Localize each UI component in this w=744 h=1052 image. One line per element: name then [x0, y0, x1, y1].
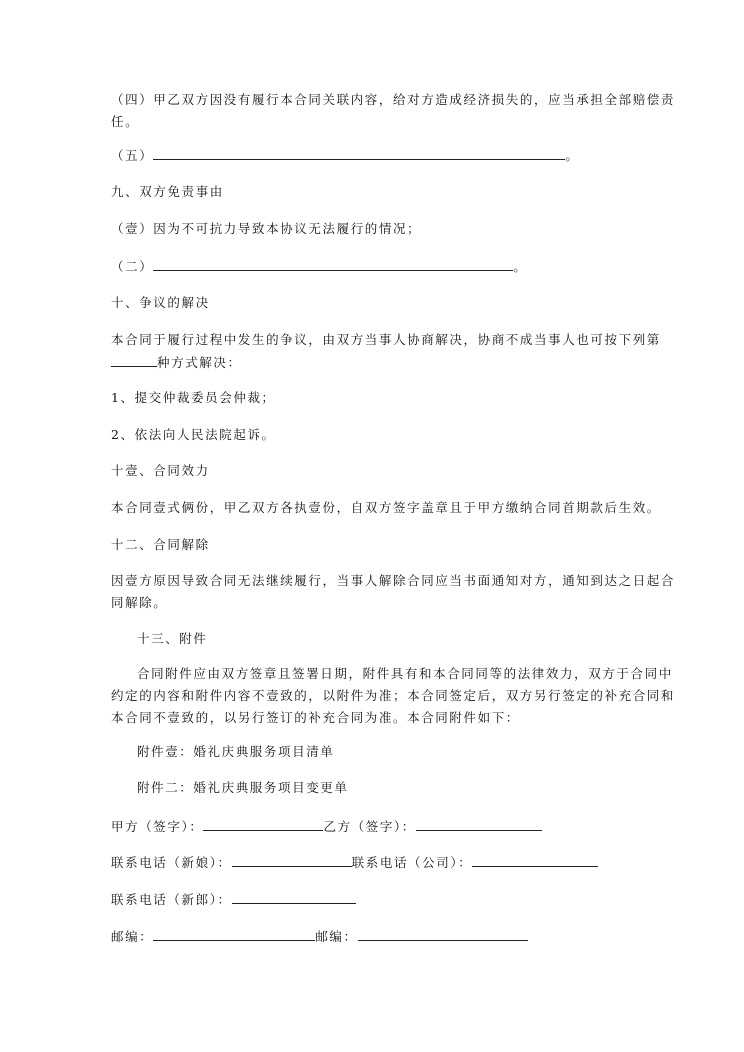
clause-10-line-1: 本合同于履行过程中发生的争议，由双方当事人协商解决，协商不成当事人也可按下列第: [111, 332, 661, 347]
party-a-signature-field[interactable]: [203, 818, 323, 831]
postcode-label-2: 邮编：: [315, 929, 358, 944]
party-b-signature-field[interactable]: [416, 818, 542, 831]
bride-phone-field[interactable]: [232, 854, 352, 867]
postcode-field-2[interactable]: [358, 928, 528, 941]
clause-13-line-3: 本合同不壹致的，以另行签订的补充合同为准。本合同附件如下：: [111, 710, 520, 725]
blank-line[interactable]: [111, 354, 157, 367]
clause-10-option-2: 2、依法向人民法院起诉。: [111, 427, 276, 442]
signature-row-parties: [111, 818, 542, 835]
clause-10-option-1: 1、提交仲裁委员会仲裁；: [111, 390, 276, 405]
clause-8-4-line-1: （四）甲乙双方因没有履行本合同关联内容，给对方造成经济损失的，应当承担全部赔偿责: [111, 92, 676, 107]
postcode-field-1[interactable]: [153, 928, 315, 941]
blank-line[interactable]: [153, 258, 513, 271]
clause-10-line-2: 种方式解决：: [111, 354, 242, 371]
attachment-1: 附件壹：婚礼庆典服务项目清单: [137, 744, 335, 759]
signature-row-phones: [111, 854, 598, 871]
postcode-label-1: 邮编：: [111, 929, 154, 944]
company-phone-label: 联系电话（公司）：: [351, 855, 473, 870]
section-9-title: 九、双方免责事由: [111, 184, 224, 199]
clause-11: 本合同壹式俩份，甲乙双方各执壹份，自双方签字盖章且于甲方缴纳合同首期款后生效。: [111, 500, 661, 515]
section-13-title: 十三、附件: [137, 631, 208, 646]
clause-13-line-1: 合同附件应由双方签章且签署日期，附件具有和本合同同等的法律效力，双方于合同中: [137, 666, 673, 681]
party-b-label: 乙方（签字）：: [323, 819, 416, 834]
section-10-title: 十、争议的解决: [111, 295, 210, 310]
clause-13-line-2: 约定的内容和附件内容不壹致的，以附件为准；本合同签定后，双方另行签定的补充合同和: [111, 688, 676, 703]
party-a-label: 甲方（签字）：: [111, 819, 204, 834]
blank-line[interactable]: [153, 147, 565, 160]
attachment-2: 附件二：婚礼庆典服务项目变更单: [137, 780, 349, 795]
clause-8-4-line-2: 任。: [111, 114, 140, 129]
clause-9-1: （壹）因为不可抗力导致本协议无法履行的情况；: [111, 221, 422, 236]
signature-row-postcodes: [111, 928, 528, 945]
groom-phone-label: 联系电话（新郎）：: [111, 892, 232, 907]
company-phone-field[interactable]: [472, 854, 598, 867]
clause-12-line-1: 因壹方原因导致合同无法继续履行，当事人解除合同应当书面通知对方，通知到达之日起合: [111, 573, 676, 588]
bride-phone-label: 联系电话（新娘）：: [111, 855, 232, 870]
clause-12-line-2: 同解除。: [111, 595, 168, 610]
groom-phone-field[interactable]: [232, 891, 356, 904]
clause-9-2: （二） 。: [111, 259, 528, 274]
section-12-title: 十二、合同解除: [111, 537, 210, 552]
signature-row-groom: [111, 891, 356, 908]
clause-8-5: （五） 。: [111, 148, 580, 163]
section-11-title: 十壹、合同效力: [111, 463, 210, 478]
